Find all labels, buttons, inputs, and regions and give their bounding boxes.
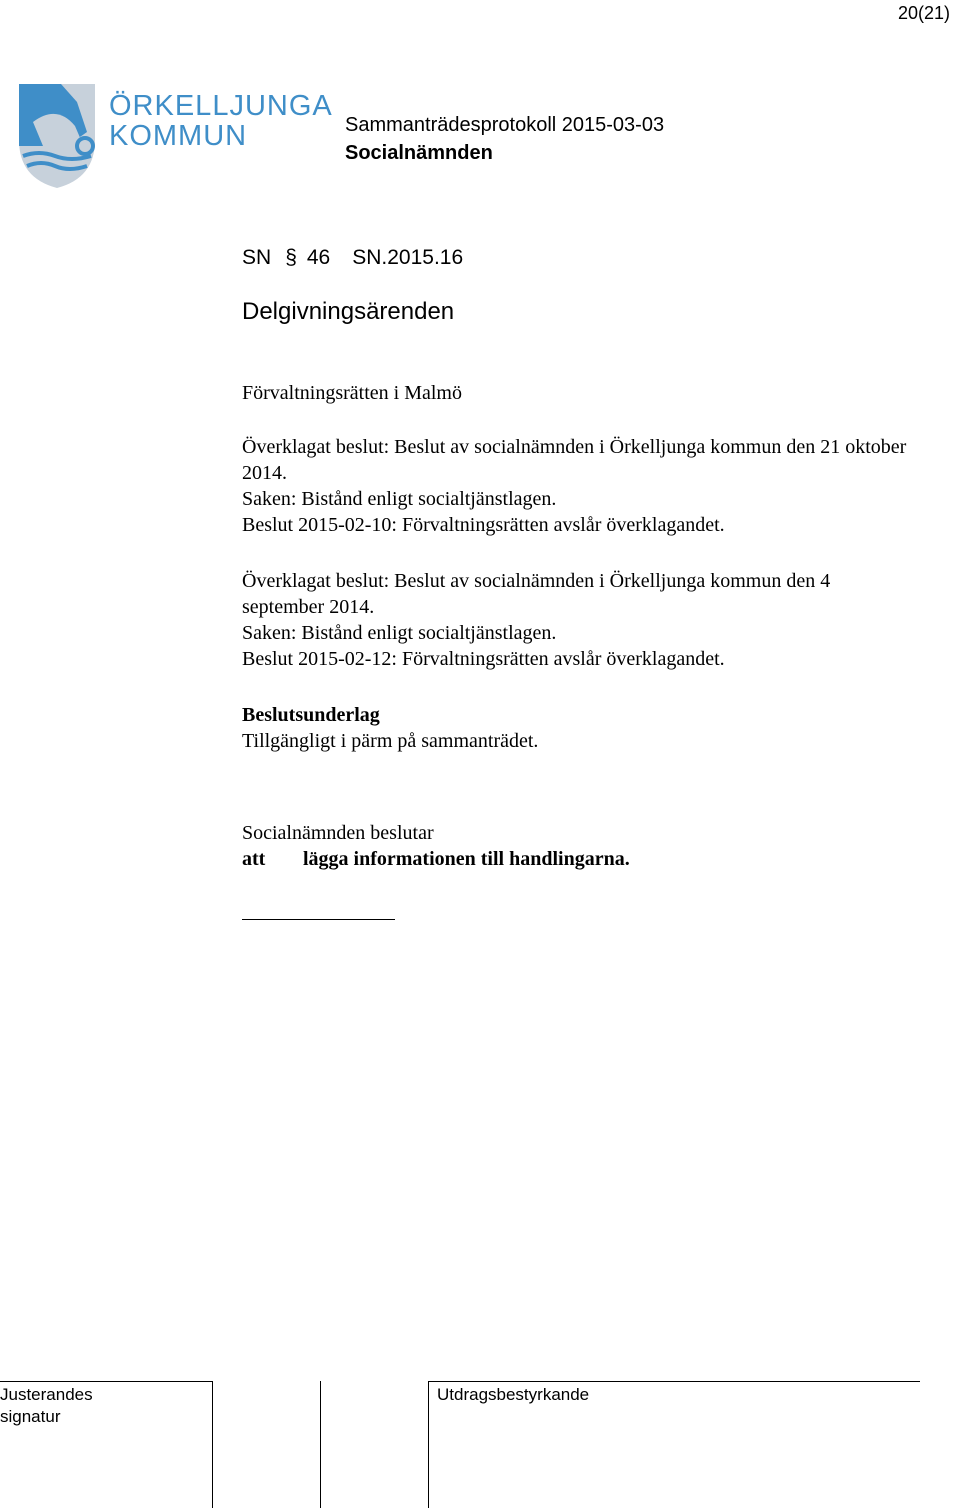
paragraph-number: 46 (306, 246, 331, 269)
footer-rule (0, 1381, 213, 1382)
case-appeal: Överklagat beslut: Beslut av socialnämnden i Örkelljunga kommun den 4 september 2014. (242, 570, 831, 618)
court-block (242, 380, 912, 406)
case-matter: Saken: Bistånd enligt socialtjänstlagen. (242, 488, 557, 510)
case-number: SN.2015.16 (352, 246, 464, 269)
signatur-text: signatur (0, 1407, 61, 1426)
case-ruling: Beslut 2015-02-12: Förvaltningsrätten avslår överklagandet. (242, 648, 725, 670)
signature-box-divider (320, 1381, 321, 1508)
footer-rule (429, 1381, 920, 1382)
basis-heading: Beslutsunderlag (242, 704, 380, 726)
page-number: 20(21) (897, 3, 950, 23)
end-divider (242, 919, 395, 920)
signature-footer (0, 1381, 920, 1508)
case-matter: Saken: Bistånd enligt socialtjänstlagen. (242, 622, 557, 644)
municipality-logo (17, 82, 333, 192)
protocol-title: Sammanträdesprotokoll 2015-03-03 (345, 114, 665, 136)
paragraph-prefix: SN (242, 246, 272, 269)
logo-text-line-2: KOMMUN (109, 120, 248, 152)
decision-block (242, 820, 912, 872)
court-name: Förvaltningsrätten i Malmö (242, 382, 462, 404)
case-appeal: Överklagat beslut: Beslut av socialnämnden i Örkelljunga kommun den 21 oktober 2014. (242, 436, 907, 484)
decision-heading: Socialnämnden beslutar (242, 822, 434, 844)
logo-text-line-1: ÖRKELLJUNGA (109, 90, 333, 122)
utdragsbestyrkande-label: Utdragsbestyrkande (437, 1385, 590, 1404)
signature-box-divider (212, 1381, 213, 1508)
case-block-1 (242, 434, 912, 538)
paragraph-reference (242, 246, 463, 270)
municipal-coat-of-arms-bell-icon (17, 82, 97, 190)
signature-box-divider (428, 1381, 429, 1508)
committee-name: Socialnämnden (345, 142, 493, 164)
meeting-header (345, 111, 664, 167)
basis-text: Tillgängligt i pärm på sammanträdet. (242, 730, 539, 752)
decision-row (242, 846, 912, 872)
decision-text: lägga informationen till handlingarna. (303, 848, 630, 870)
case-block-2 (242, 568, 912, 672)
case-ruling: Beslut 2015-02-10: Förvaltningsrätten avslår överklagandet. (242, 514, 725, 536)
item-title: Delgivningsärenden (242, 298, 455, 325)
basis-block (242, 702, 912, 754)
section-symbol: § (285, 246, 297, 269)
justerandes-text: Justerandes (0, 1385, 93, 1404)
justerandes-label (0, 1384, 93, 1428)
decision-att: att (242, 848, 266, 870)
